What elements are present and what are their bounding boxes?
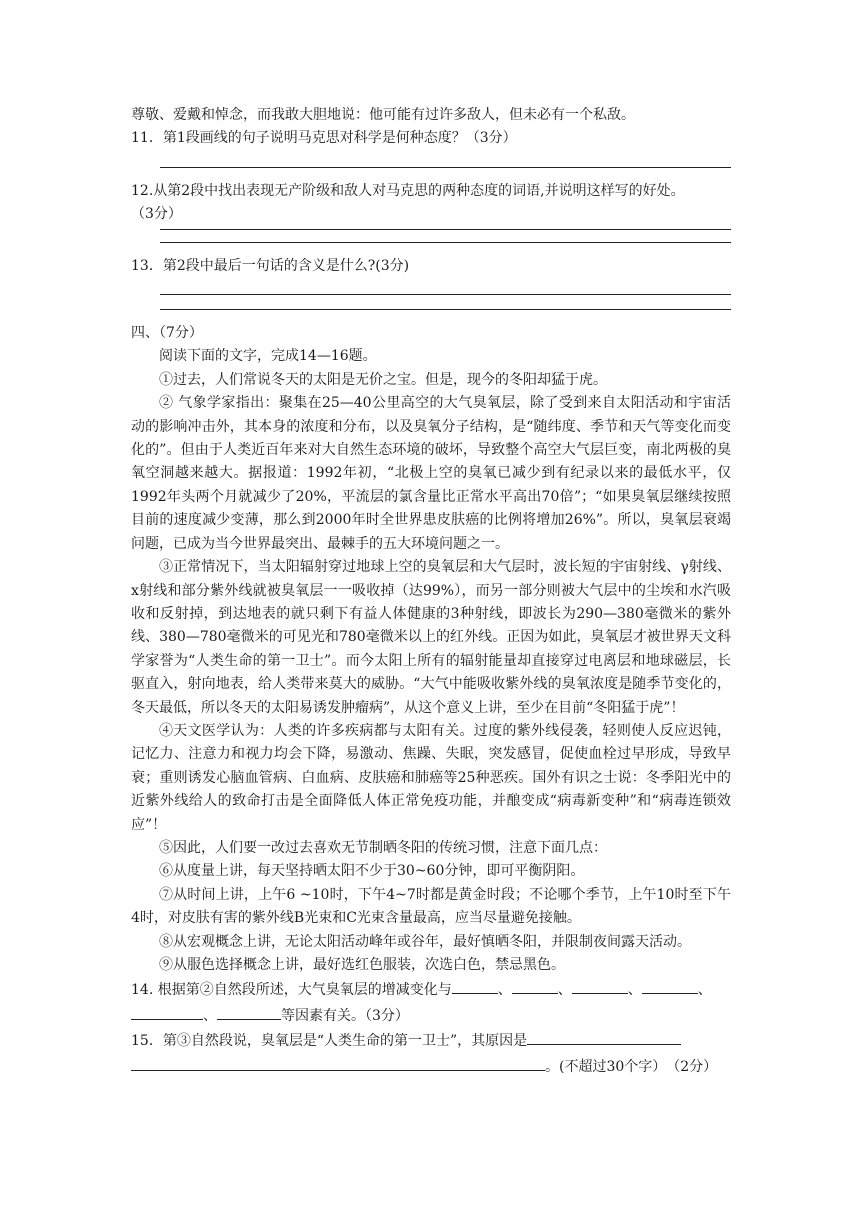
question-14-cont: 、 等因素有关。（3分）	[131, 1003, 731, 1028]
fill-blank[interactable]	[642, 977, 698, 994]
paragraph-2: ② 气象学家指出：聚集在25—40公里高空的大气臭氧层，除了受到来自太阳活动和宇宙活动的影响冲击外，其本身的浓度和分布，以及臭氧分子结构，是“随纬度、季节和天气等变化而变化的”。但由于人类近百年来对大自然生态环境的破坏，导致整个高空大气层巨变，南北两极的臭氧空洞越来越大。据报道：1992年初，“北极上空的臭氧已减少到有纪录以来的最低水平，仅1992年头两个月就减少了20%，平流层的氯含量比正常水平高出70倍”；“如果臭氧层继续按照目前的速度减少变薄，那么到2000年时全世界患皮肤癌的比例将增加26%”。所以，臭氧层衰竭问题，已成为当今世界最突出、最棘手的五大环境问题之一。	[131, 395, 731, 552]
fill-blank[interactable]	[131, 1054, 545, 1071]
question-14-suffix: 等因素有关。（3分）	[281, 1007, 409, 1024]
fill-blank[interactable]	[452, 977, 498, 994]
reading-instruction: 阅读下面的文字，完成14—16题。	[159, 348, 377, 365]
answer-line	[160, 242, 731, 243]
question-14: 14. 根据第②自然段所述，大气臭氧层的增减变化与 、 、 、 、	[131, 977, 731, 1002]
document-page	[131, 104, 731, 1079]
paragraph-7: ⑦从时间上讲，上午6 ~10时，下午4~7时都是黄金时段；不论哪个季节，上午10时至下午4时，对皮肤有害的紫外线B光束和C光束含量最高，应当尽量避免接触。	[131, 886, 731, 927]
paragraph-4: ④天文医学认为：人类的许多疾病都与太阳有关。过度的紫外线侵袭，轻则使人反应迟钝，记忆力、注意力和视力均会下降，易激动、焦躁、失眠，突发感冒，促使血栓过早形成，导致早衰；重则诱发心脑血管病、白血病、皮肤癌和肺癌等25种恶疾。国外有识之士说：冬季阳光中的近紫外线给人的致命打击是全面降低人体正常免疫功能，并酿变成“病毒新变种”和“病毒连锁效应”！	[131, 722, 731, 833]
fill-blank[interactable]	[572, 977, 628, 994]
question-12-points: （3分）	[131, 206, 182, 223]
paragraph-3: ③正常情况下，当太阳辐射穿过地球上空的臭氧层和大气层时，波长短的宇宙射线、γ射线、x射线和部分紫外线就被臭氧层一一吸收掉（达99%），而另一部分则被大气层中的尘埃和水汽吸收和反射掉，到达地表的就只剩下有益人体健康的3种射线，即波长为290—380毫微米的紫外线、380—780毫微米的可见光和780毫微米以上的红外线。正因为如此，臭氧层才被世界天文科学家誉为“人类生命的第一卫士”。而今太阳上所有的辐射能量却直接穿过电离层和地球磁层，长驱直入，射向地表，给人类带来莫大的威胁。“大气中能吸收紫外线的臭氧浓度是随季节变化的，冬天最低，所以冬天的太阳易诱发肿瘤病”，从这个意义上讲，至少在目前“冬阳猛于虎”！	[131, 559, 731, 716]
paragraph-5: ⑤因此，人们要一改过去喜欢无节制晒冬阳的传统习惯，注意下面几点：	[159, 839, 607, 856]
question-13: 13．第2段中最后一句话的含义是什么?(3分)	[131, 257, 410, 274]
paragraph-9: ⑨从服色选择概念上讲，最好选红色服装，次选白色，禁忌黑色。	[159, 957, 565, 973]
fill-blank[interactable]	[512, 977, 558, 994]
question-15-cont	[131, 1054, 731, 1079]
answer-line	[160, 309, 731, 310]
answer-line	[160, 294, 731, 295]
question-15	[131, 1028, 731, 1053]
section-heading: 四、（7分）	[131, 325, 203, 342]
fill-blank[interactable]	[217, 1003, 281, 1020]
question-11: 11．第1段画线的句子说明马克思对科学是何种态度？（3分）	[131, 130, 517, 147]
question-15-prefix: 15．第③自然段说，臭氧层是“人类生命的第一卫士”，其原因是	[131, 1033, 528, 1050]
question-15-suffix: 。(不超过30个字） （2分）	[545, 1058, 718, 1075]
paragraph-8: ⑧从宏观概念上讲，无论太阳活动峰年或谷年，最好慎晒冬阳，并限制夜间露天活动。	[159, 933, 691, 950]
paragraph-1: ①过去，人们常说冬天的太阳是无价之宝。但是，现今的冬阳却猛于虎。	[159, 371, 607, 388]
paragraph-6: ⑥从度量上讲，每天坚持晒太阳不少于30~60分钟，即可平衡阴阳。	[159, 863, 585, 880]
question-14-prefix: 14. 根据第②自然段所述，大气臭氧层的增减变化与	[131, 982, 452, 999]
answer-line	[160, 167, 731, 168]
fill-blank[interactable]	[527, 1028, 681, 1045]
continued-text: 尊敬、爱戴和悼念，而我敢大胆地说：他可能有过许多敌人，但未必有一个私敌。	[131, 107, 635, 123]
question-12: 12.从第2段中找出表现无产阶级和敌人对马克思的两种态度的词语,并说明这样写的好处。	[131, 182, 685, 199]
fill-blank[interactable]	[131, 1003, 203, 1020]
answer-line	[160, 229, 731, 230]
